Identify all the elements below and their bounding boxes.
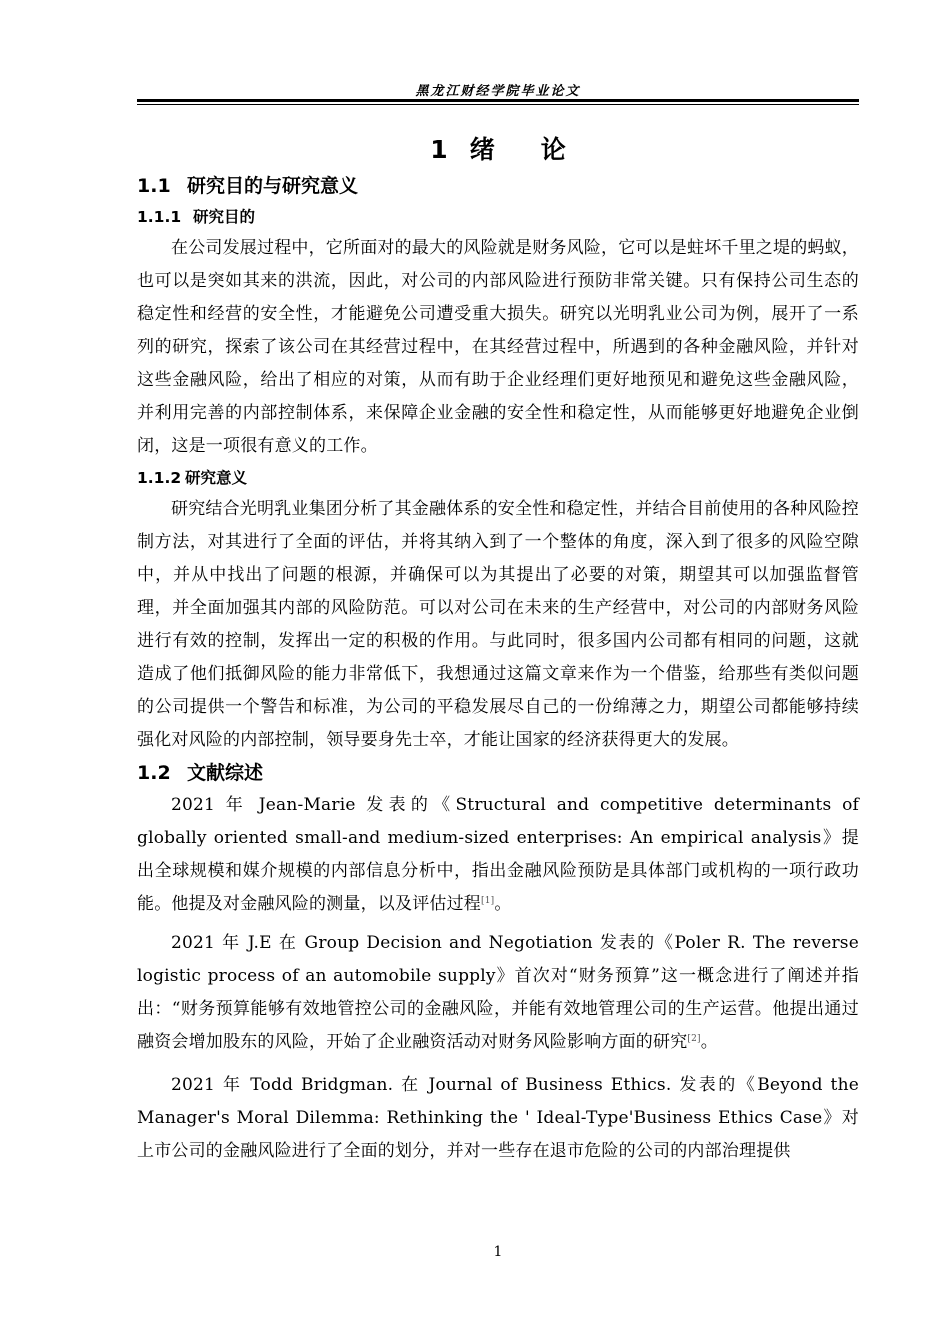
- subsection-heading-1-1-2: [137, 463, 859, 493]
- section-title: 文献综述: [187, 762, 264, 784]
- running-header: 黑龙江财经学院毕业论文: [415, 84, 581, 99]
- literature-text: 2021 年 Jean-Marie 发表的《Structural and competitive determinants of globally oriented small-and medium-sized enterprises: An empirical analysis》提出全球规模和媒介规模的内部信息分析中，指出金融风险预防是具体部门或机构的一项行政功能。他提及对金融风险的测量，以及评估过程: [137, 795, 859, 914]
- literature-tail: 。: [700, 1032, 718, 1052]
- citation-2: [2]: [687, 1034, 701, 1044]
- header-rule-thin: [137, 104, 859, 105]
- paragraph-research-purpose: 在公司发展过程中，它所面对的最大的风险就是财务风险，它可以是蛀坏千里之堤的蚂蚁，也可以是突如其来的洪流，因此，对公司的内部风险进行预防非常关键。只有保持公司生态的稳定性和经营的安全性，才能避免公司遭受重大损失。研究以光明乳业公司为例，展开了一系列的研究，探索了该公司在其经营过程中，在其经营过程中，所遇到的各种金融风险，并针对这些金融风险，给出了相应的对策，从而有助于企业经理们更好地预见和避免这些金融风险，并利用完善的内部控制体系，来保障企业金融的安全性和稳定性，从而能够更好地避免企业倒闭，这是一项很有意义的工作。: [137, 238, 859, 456]
- section-heading-1-1: [137, 170, 859, 202]
- literature-paragraph-3: [137, 1069, 859, 1168]
- section-title: 研究目的与研究意义: [187, 175, 359, 197]
- citation-1: [1]: [481, 896, 495, 906]
- literature-paragraph-1: [137, 789, 859, 921]
- subsection-title: 研究意义: [185, 469, 248, 487]
- literature-paragraph-2: [137, 927, 859, 1059]
- chapter-title-char-1: 绪: [469, 135, 495, 164]
- subsection-heading-1-1-1: [137, 202, 859, 232]
- subsection-title: 研究目的: [193, 208, 256, 226]
- chapter-number: 1: [430, 135, 448, 164]
- literature-text: 2021 年 J.E 在 Group Decision and Negotiation 发表的《Poler R. The reverse logistic process of an automobile supply》首次对“财务预算”这一概念进行了阐述并指出：“财务预算能够有效地管控公司的金融风险，并能有效地管理公司的生产运营。他提出通过融资会增加股东的风险，开始了企业融资活动对财务风险影响方面的研究: [137, 933, 859, 1052]
- subsection-number: 1.1.1: [137, 208, 182, 226]
- page-number: 1: [493, 1244, 503, 1260]
- literature-tail: 。: [494, 894, 512, 914]
- page-content: [137, 130, 859, 1168]
- literature-text: 2021 年 Todd Bridgman. 在 Journal of Business Ethics. 发表的《Beyond the Manager's Moral Dilemma: Rethinking the ' Ideal-Type'Business Ethics Case》对上市公司的金融风险进行了全面的划分，并对一些存在退市危险的公司的内部治理提供: [137, 1075, 859, 1161]
- section-heading-1-2: [137, 757, 859, 789]
- section-number: 1.1: [137, 175, 171, 197]
- subsection-number: 1.1.2: [137, 469, 182, 487]
- chapter-title-char-2: 论: [540, 135, 566, 164]
- paragraph-research-significance: 研究结合光明乳业集团分析了其金融体系的安全性和稳定性，并结合目前使用的各种风险控制方法，对其进行了全面的评估，并将其纳入到了一个整体的角度，深入到了很多的风险空隙中，并从中找出了问题的根源，并确保可以为其提出了必要的对策，期望其可以加强监督管理，并全面加强其内部的风险防范。可以对公司在未来的生产经营中，对公司的内部财务风险进行有效的控制，发挥出一定的积极的作用。与此同时，很多国内公司都有相同的问题，这就造成了他们抵御风险的能力非常低下，我想通过这篇文章来作为一个借鉴，给那些有类似问题的公司提供一个警告和标准，为公司的平稳发展尽自己的一份绵薄之力，期望公司都能够持续强化对风险的内部控制，领导要身先士卒，才能让国家的经济获得更大的发展。: [137, 499, 859, 750]
- chapter-title: [137, 130, 859, 170]
- header-rule-thick: [137, 99, 859, 102]
- section-number: 1.2: [137, 762, 171, 784]
